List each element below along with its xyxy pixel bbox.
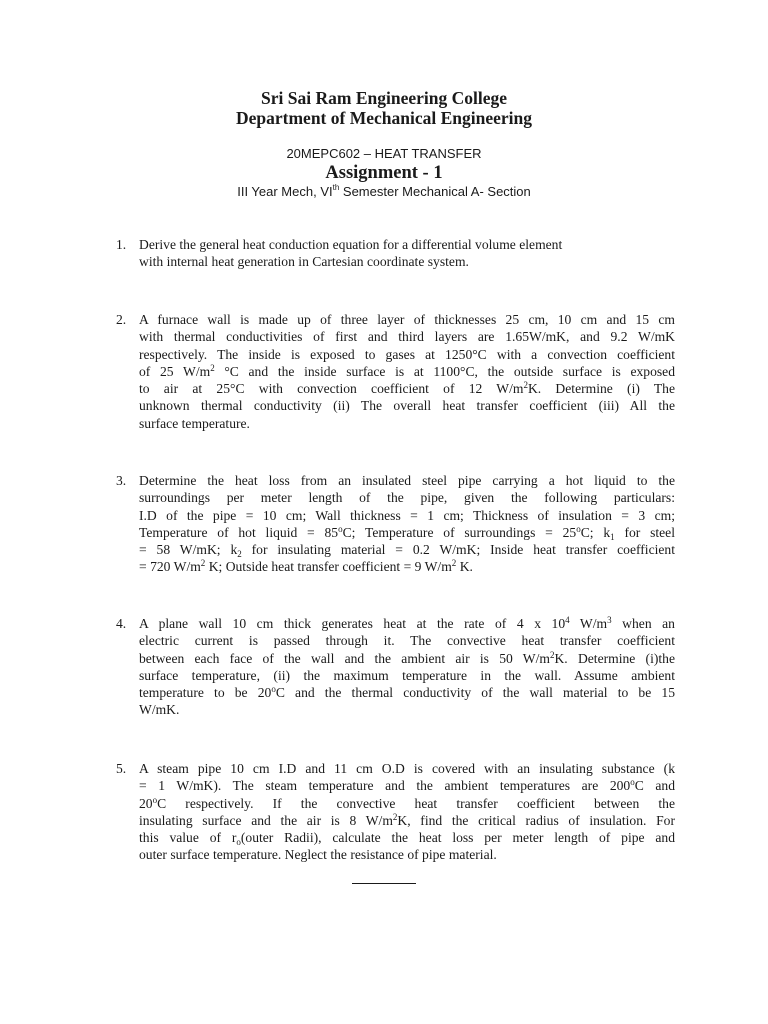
department-name: Department of Mechanical Engineering (236, 108, 532, 128)
question-number: 3. (116, 473, 127, 488)
course-code: 20MEPC602 – HEAT TRANSFER (286, 146, 482, 161)
year-semester-line: III Year Mech, VIth Semester Mechanical A- Section (237, 183, 531, 199)
college-name: Sri Sai Ram Engineering College (261, 88, 507, 108)
question-text: Determine the heat loss from an insulated steel pipe carrying a hot liquid to the surroundings per meter length of the pipe, given the following particulars: I.D of the pipe = 10 cm; Wall thickness = 1 cm; Thickness of insulation = 3 cm; Temperature of hot liquid = $85^oC$; Temperature of surroundings = $25^oC$; $k_1$ for steel = 58 W/mK; $k_2$ for insulating material = 0.2 W/mK; Inside heat transfer coefficient = 720 $W/m^2$ K; Outside heat transfer coefficient = 9 $W/m^2$ K. (139, 473, 675, 575)
question-text: A steam pipe 10 cm I.D and 11 cm O.D is covered with an insulating substance (k = 1 W/mK). The steam temperature and the ambient temperatures are 200$^o$C and 20$^o$C respectively. If the convective heat transfer coefficient between the insulating surface and the air is 8 $W/m^2K$, find the critical radius of insulation. For this value of $r_o(outer$ Radii), calculate the heat loss per meter length of pipe and outer surface temperature. Neglect the resistance of pipe material. (139, 761, 675, 863)
question-number: 5. (116, 761, 127, 776)
question-number: 1. (116, 237, 127, 252)
question-text: A plane wall 10 cm thick generates heat at the rate of 4 x $10^4$ $W/m^3$ when an electric current is passed through it. The convective heat transfer coefficient between each face of the wall and the ambient air is 50 $W/m^2K$. Determine (i)the surface temperature, (ii) the maximum temperature in the wall. Assume ambient temperature to be 20$^o$C and the thermal conductivity of the wall material to be 15 W/mK. (139, 615, 675, 718)
end-separator-line (352, 882, 416, 884)
question-text: Derive the general heat conduction equation for a differential volume element with internal heat generation in Cartesian coordinate system. (139, 237, 563, 270)
assignment-title: Assignment - 1 (325, 163, 443, 183)
question-text: A furnace wall is made up of three layer of thicknesses 25 cm, 10 cm and 15 cm with thermal conductivities of first and third layers are 1.65W/mK, and 9.2 W/mK respectively. The inside is exposed to gases at 1250°C with a convection coefficient of 25 $W/m^2$ °C and the inside surface is at 1100°C, the outside surface is exposed to air at 25°C with convection coefficient of 12 $W/m^2K$. Determine (i) The unknown thermal conductivity (ii) The overall heat transfer coefficient (iii) All the surface temperature. (139, 312, 675, 431)
question-number: 2. (116, 312, 127, 327)
question-number: 4. (116, 616, 127, 631)
